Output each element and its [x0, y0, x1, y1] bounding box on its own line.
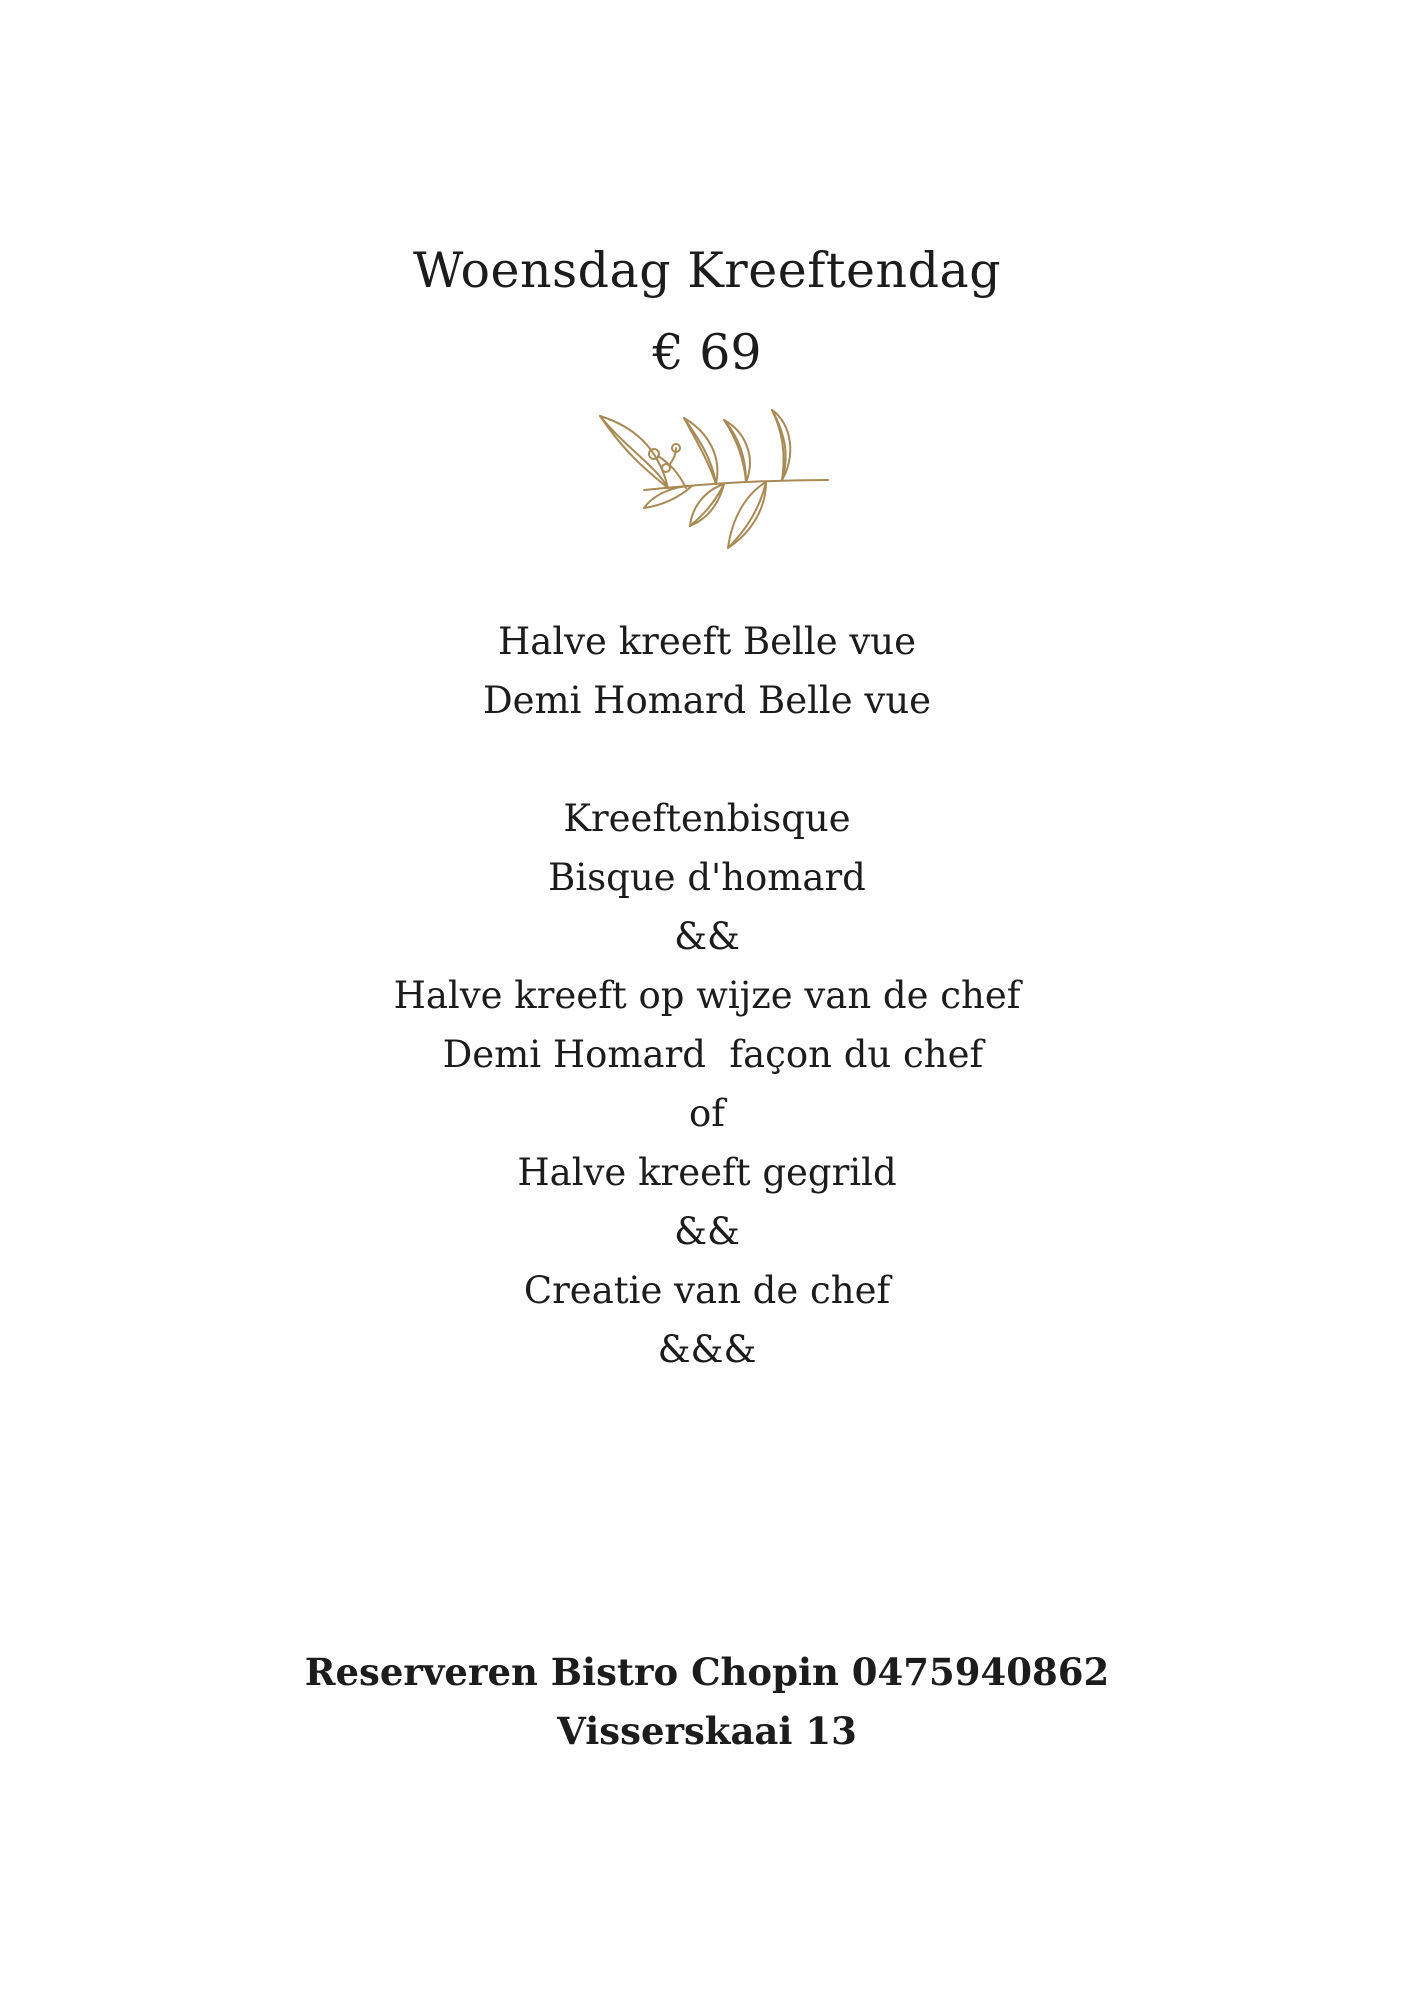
- menu-separator: &&: [674, 1210, 740, 1253]
- menu-item: Demi Homard Belle vue: [482, 679, 932, 722]
- menu-item: Bisque d'homard: [548, 856, 866, 899]
- page-title: Woensdag Kreeftendag: [412, 242, 1002, 299]
- menu-separator: &&&: [657, 1328, 757, 1371]
- menu-item: Creatie van de chef: [523, 1269, 891, 1312]
- menu-separator: &&: [674, 915, 740, 958]
- menu-item: Halve kreeft gegrild: [517, 1151, 897, 1194]
- olive-branch-icon: [596, 408, 832, 552]
- reservation-info: Reserveren Bistro Chopin 0475940862: [304, 1650, 1110, 1694]
- menu-item: Demi Homard façon du chef: [430, 1033, 984, 1076]
- address: Visserskaai 13: [557, 1709, 857, 1753]
- menu-separator: of: [689, 1092, 725, 1135]
- menu-item: Halve kreeft Belle vue: [498, 620, 916, 663]
- menu-price: € 69: [652, 324, 762, 381]
- menu-item: Kreeftenbisque: [563, 797, 851, 840]
- menu-item: Halve kreeft op wijze van de chef: [393, 974, 1021, 1017]
